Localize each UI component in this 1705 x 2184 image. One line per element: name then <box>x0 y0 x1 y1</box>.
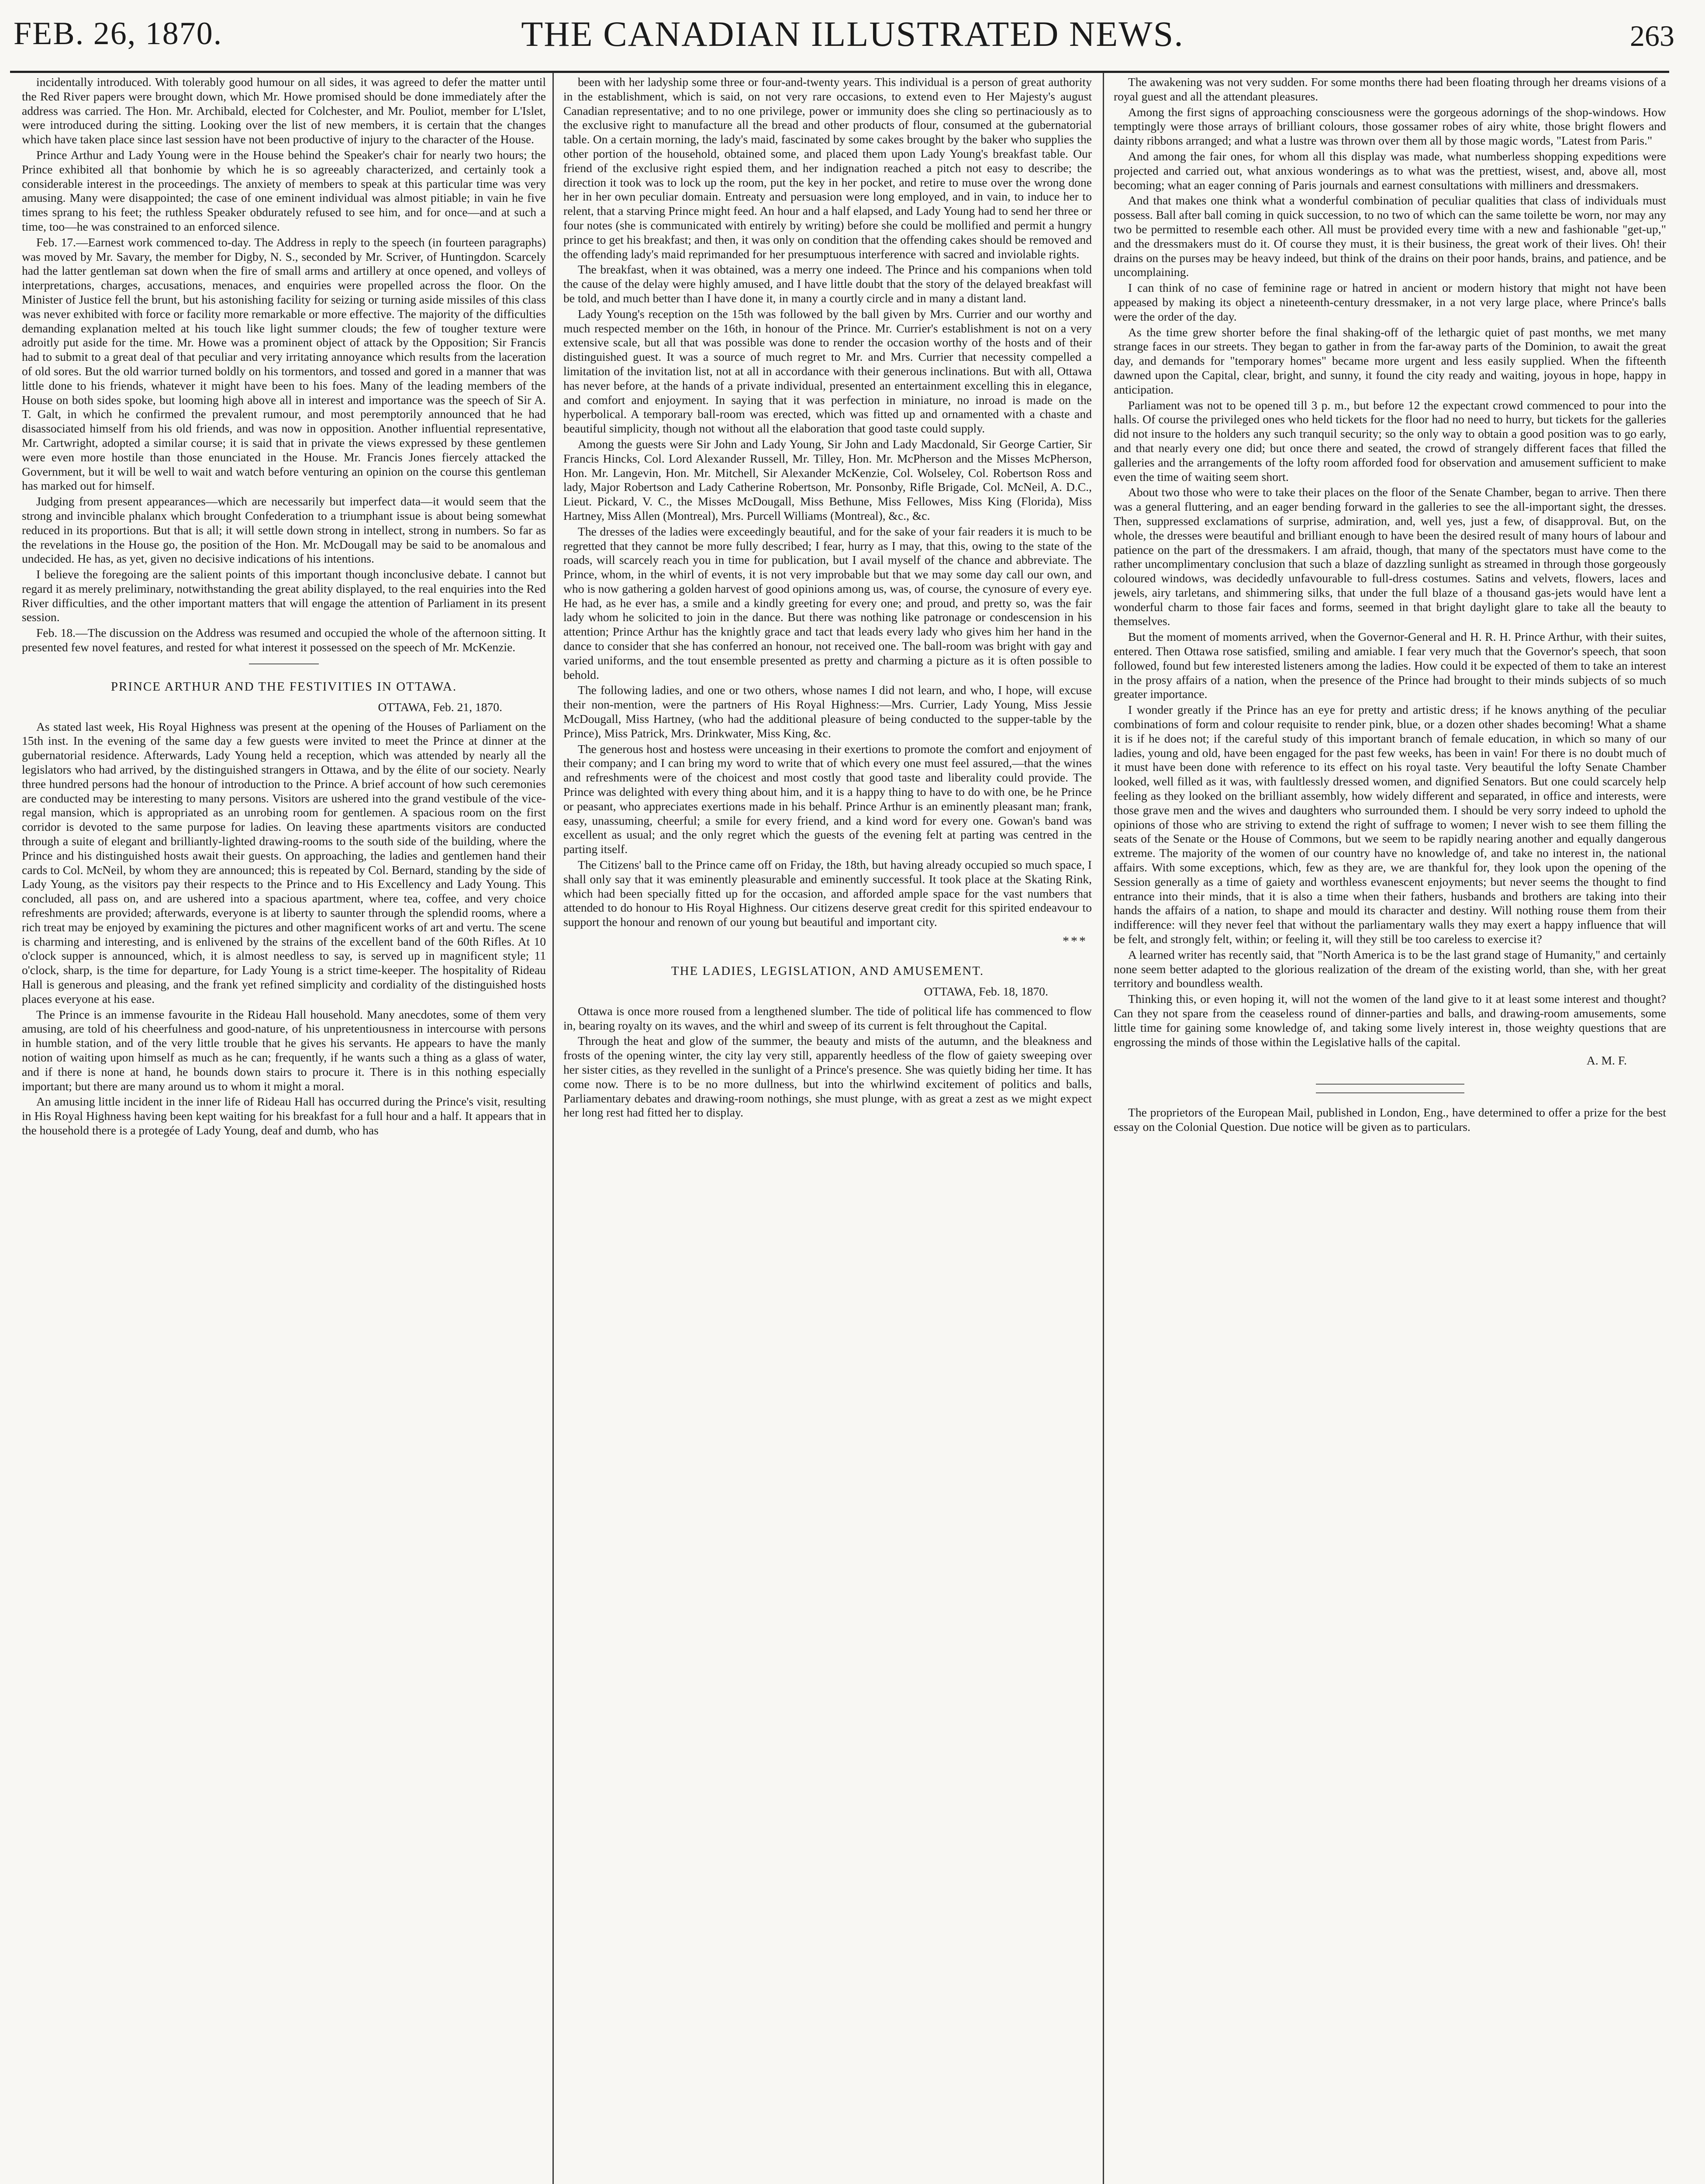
article-paragraph: A learned writer has recently said, that "North America is to be the last grand stage of Humanity," and certainly none seem better adapted to the glorious realization of the dream of the existing world, than she, with her great territory and boundless wealth. <box>1114 947 1666 990</box>
column-rule-left <box>552 73 554 2184</box>
article-paragraph: And that makes one think what a wonderful combination of peculiar qualities that class of individuals must possess. Ball after ball coming in quick succession, to no two of which can the same toilette be worn, nor may any two be permitted to resemble each other. All must be provided every time with a new and fashionable "get-up," and the dressmakers must do it. Of course they must, it is their business, the great work of their lives. Oh! their drains on the purses may be heavy indeed, but think of the drains on their poor hands, brains, and patience, and be uncomplaining. <box>1114 194 1666 279</box>
article-paragraph: About two those who were to take their places on the floor of the Senate Chamber, began to arrive. Then there was a general fluttering, and an eager bending forward in the galleries to see the all-important sight, the dresses. Then, suppressed exclamations of surprise, admiration, and, well yes, just a few, of disapproval. But, on the whole, the dresses were beautiful and brilliant enough to have been the desired result of many hours of labour and patience on the part of the dressmakers. I am afraid, though, that many of the spectators must have come to the rather uncomplimentary conclusion that such a blaze of dazzling sunlight as streamed in through those gorgeously coloured windows, was decidedly unfavourable to full-dress costumes. Satins and velvets, flowers, laces and jewels, airy tarletans, and shimmering silks, that under the full blaze of a thousand gas-jets would have lent a wonderful charm to those fair faces and forms, seemed in that bright daylight glare to take all the beauty to themselves. <box>1114 485 1666 628</box>
article-paragraph: Ottawa is once more roused from a lengthened slumber. The tide of political life has commenced to flow in, bearing royalty on its waves, and the whirl and sweep of its current is felt throughout the Capital. <box>563 1004 1092 1032</box>
article-paragraph: The awakening was not very sudden. For some months there had been floating through her dreams visions of a royal guest and all the attendant pleasures. <box>1114 75 1666 103</box>
header-rule <box>10 71 1669 73</box>
masthead-title: THE CANADIAN ILLUSTRATED NEWS. <box>521 14 1184 54</box>
article-paragraph: But the moment of moments arrived, when the Governor-General and H. R. H. Prince Arthur, with their suites, entered. Then Ottawa rose satisfied, smiling and amiable. I fear very much that the Governor's speech, that soon followed, found but few interested listeners among the ladies. How could it be expected of them to take an interest in the prosy affairs of a nation, when the presence of the Prince had brought to their minds subjects of so much greater importance. <box>1114 630 1666 701</box>
article-paragraph: The dresses of the ladies were exceedingly beautiful, and for the sake of your fair readers it is much to be regretted that they cannot be more fully described; I fear, hurry as I may, that this, owing to the state of the roads, will scarcely reach you in time for publication, but I avail myself of the chance and abbreviate. The Prince, whom, in the whirl of events, it is not very improbable but that we may some day call our own, and who is now gathering a golden harvest of good opinions among us, was, of course, the cynosure of every eye. He had, as he ever has, a smile and a kindly greeting for every one; and proud, and pretty so, was the fair lady whom he solicited to join in the dance. But there was nothing like patronage or condescension in his attention; Prince Arthur has the knightly grace and tact that leads every lady who gives him her hand in the dance to consider that she has conferred an honour, not received one. The ball-room was bright with gay and varied uniforms, and the tout ensemble presented as pretty and charming a picture as it is often possible to behold. <box>563 524 1092 681</box>
column-three <box>1114 75 1666 2184</box>
article-paragraph: I can think of no case of feminine rage or hatred in ancient or modern history that might not have been appeased by making its object a nineteenth-century dressmaker, in a not very large place, where Prince's balls were the order of the day. <box>1114 281 1666 323</box>
notice-divider <box>1316 1084 1464 1093</box>
column-rule-right <box>1103 73 1104 2184</box>
article-paragraph: Lady Young's reception on the 15th was followed by the ball given by Mrs. Currier and our worthy and much respected member on the 16th, in honour of the Prince. Mr. Currier's establishment is not on a very extensive scale, but all that was possible was done to render the occasion worthy of the hosts and of their distinguished guest. It was a source of much regret to Mr. and Mrs. Currier that necessity compelled a limitation of the invitation list, not at all in accordance with their generous inclinations. But with all, Ottawa has never before, at the hands of a private individual, presented an entertainment excelling this in elegance, and comfort and enjoyment. In saying that it was perfection in miniature, no inroad is made on the hyperbolical. A temporary ball-room was erected, which was fitted up and ornamented with a chaste and beautiful simplicity, though not without all the elaboration that good taste could supply. <box>563 307 1092 435</box>
article-paragraph: Judging from present appearances—which are necessarily but imperfect data—it would seem that the strong and invincible phalanx which brought Confederation to a triumphant issue is about being somewhat reduced in its proportions. But that is all; it will settle down strong in intellect, strong in numbers. So far as the revelations in the House go, the position of the Hon. Mr. McDougall may be said to be anomalous and undecided. He has, as yet, given no decisive indications of his intentions. <box>22 494 546 566</box>
section-heading: PRINCE ARTHUR AND THE FESTIVITIES IN OTTAWA. <box>110 679 457 694</box>
article-paragraph: Thinking this, or even hoping it, will not the women of the land give to it at least some interest and thought? Can they not spare from the ceaseless round of dinner-parties and balls, and drawing-room amusements, some little time for gaining some knowledge of, and taking some lively interest in, those weighty questions that are engrossing the minds of those within the Legislative halls of the capital. <box>1114 992 1666 1049</box>
article-paragraph: Prince Arthur and Lady Young were in the House behind the Speaker's chair for nearly two hours; the Prince exhibited all that bonhomie by which he is so agreeably characterized, and certainly took a considerable interest in the proceedings. The anxiety of members to speak at this particular time was very amusing. Many were disappointed; the case of one eminent individual was almost pitiable; in vain he five times sprang to his feet; the ruthless Speaker obdurately refused to see him, and for once—and at such a time, too—he was constrained to an enforced silence. <box>22 148 546 233</box>
section-separator: *** <box>1063 934 1087 949</box>
section-dateline: OTTAWA, Feb. 18, 1870. <box>924 985 1048 999</box>
prize-notice: The proprietors of the European Mail, published in London, Eng., have determined to offer a prize for the best essay on the Colonial Question. Due notice will be given as to particulars. <box>1114 1106 1666 1133</box>
column-two <box>563 75 1092 2184</box>
article-paragraph: incidentally introduced. With tolerably good humour on all sides, it was agreed to defer the matter until the Red River papers were brought down, which Mr. Howe promised should be done immediately after the address was carried. The Hon. Mr. Archibald, elected for Colchester, and Mr. Pouliot, member for L'Islet, were introduced during the sitting. Looking over the list of new members, it is certain that the changes which have taken place since last session have not been productive of injury to the character of the House. <box>22 75 546 146</box>
article-paragraph: Feb. 18.—The discussion on the Address was resumed and occupied the whole of the afternoon sitting. It presented few novel features, and rested for what interest it possessed on the speech of Mr. McKenzie. <box>22 626 546 654</box>
page-number: 263 <box>1630 19 1674 52</box>
section-heading: THE LADIES, LEGISLATION, AND AMUSEMENT. <box>671 964 984 978</box>
issue-date: FEB. 26, 1870. <box>14 16 223 52</box>
article-paragraph: As stated last week, His Royal Highness was present at the opening of the Houses of Parliament on the 15th inst. In the evening of the same day a few guests were invited to meet the Prince at dinner at the gubernatorial residence. Afterwards, Lady Young held a reception, which was attended by nearly all the legislators who had arrived, by the distinguished strangers in Ottawa, and by the élite of our society. Nearly three hundred persons had the honour of introduction to the Prince. A brief account of how such ceremonies are conducted may be interesting to many persons. Visitors are ushered into the grand vestibule of the vice-regal mansion, which is appropriated as an unrobing room for gentlemen. A spacious room on the first corridor is devoted to the same purpose for ladies. On leaving these apartments visitors are conducted through a suite of elegant and brilliantly-lighted drawing-rooms to the south side of the building, where the Prince and his distinguished hosts await their guests. On approaching, the ladies and gentlemen hand their cards to Col. McNeil, by whom they are announced; this is repeated by Col. Bernard, standing by the side of Lady Young, as the visitors pay their respects to the Prince and to His Excellency and Lady Young. This concluded, all pass on, and are ushered into a spacious apartment, where tea, coffee, and very choice refreshments are provided; afterwards, everyone is at liberty to saunter through the splendid rooms, where a rich treat may be enjoyed by examining the pictures and other magnificent works of art and vertu. The scene is charming and interesting, and is enlivened by the strains of the excellent band of the 60th Rifles. At 10 o'clock supper is announced, which, it is almost needless to say, is served up in magnificent style; 11 o'clock, sharp, is the time for departure, for Lady Young is a strict time-keeper. The hospitality of Rideau Hall is generous and pleasing, and the frank yet refined simplicity and cordiality of the distinguished hosts places everyone at his ease. <box>22 719 546 1006</box>
article-paragraph: I wonder greatly if the Prince has an eye for pretty and artistic dress; if he knows anything of the peculiar combinations of form and colour requisite to render pink, blue, or a dozen other shades becoming! What a shame it is if he does not; if the careful study of this important branch of female education, in which so many of our ladies, young and old, have been engaged for the past few weeks, has been in vain! For there is no doubt much of it must have been done with reference to its effect on his royal taste. Very beautiful the lofty Senate Chamber looked, well filled as it was, with faultlessly dressed women, and dignified Senators. But one could scarcely help feeling as they looked on the brilliant assembly, how widely different and separated, in office and interests, were those grave men and the wives and daughters who surrounded them. I should be very sorry indeed to uphold the opinions of those who are striving to extend the right of suffrage to women; I never wish to see them filling the seats of the Senate or the House of Commons, but we seem to be rapidly nearing another and equally dangerous extreme. The majority of the women of our country have no knowledge of, and take no interest in, the national affairs. With some exceptions, which, few as they are, we are thankful for, they look upon the opening of the Session generally as a time of gaiety and worthless evanescent enjoyments; but never seems the thought to find entrance into their minds, that it is also a time when their fathers, husbands and brothers are taking into their hands the affairs of a nation, to shape and mould its character and destiny. Will nothing rouse them from their indifference: will they never feel that without the parliamentary walls they may exert a happy influence that will be felt, and strongly felt, within; or feeling it, will they still be too careless to exercise it? <box>1114 703 1666 946</box>
article-paragraph: The Prince is an immense favourite in the Rideau Hall household. Many anecdotes, some of them very amusing, are told of his cheerfulness and good-nature, of his unpretentiousness in intercourse with persons in humble station, and of the very little trouble that he gives his servants. He appears to have the manly notion of waiting upon himself as much as he can; frequently, if he wants such a thing as a glass of water, and if there is none at hand, he bounds down stairs to procure it. There is in this nothing especially important; but there are many around us to whom it might a moral. <box>22 1007 546 1093</box>
article-paragraph: The generous host and hostess were unceasing in their exertions to promote the comfort and enjoyment of their company; and I can bring my word to write that of which every one must feel assured,—that the wines and refreshments were of the choicest and most costly that good taste and liberality could provide. The Prince was delighted with every thing about him, and it is a happy thing to have to do with one, be he Prince or peasant, who appreciates exertions made in his behalf. Prince Arthur is an eminently pleasant man; frank, easy, unassuming, cheerful; a smile for every friend, and a kind word for every one. Gowan's band was excellent as usual; and the only regret which the guests of the evening felt at parting was centred in the parting itself. <box>563 742 1092 856</box>
article-paragraph: The following ladies, and one or two others, whose names I did not learn, and who, I hope, will excuse their non-mention, were the partners of His Royal Highness:—Mrs. Currier, Lady Young, Miss Jessie McDougall, Miss Hartney, (who had the additional pleasure of being conducted to the supper-table by the Prince), Miss Patrick, Mrs. Drinkwater, Miss King, &c. <box>563 683 1092 740</box>
column-one <box>22 75 546 2184</box>
article-paragraph: Parliament was not to be opened till 3 p. m., but before 12 the expectant crowd commenced to pour into the halls. Of course the privileged ones who held tickets for the floor had no need to hurry, but tickets for the galleries did not insure to the holders any such tranquil security; so the only way to obtain a good position was to go early, and that nearly every one did; but once there and seated, the crowd of strangely different faces that filled the galleries and the arrangements of the lofty room afforded food for observation and amusement sufficient to make even the time of waiting seem short. <box>1114 398 1666 484</box>
article-paragraph: been with her ladyship some three or four-and-twenty years. This individual is a person of great authority in the establishment, which is said, on not very rare occasions, to extend even to Her Majesty's august Canadian representative; and to no one privilege, power or immunity does she cling so pertinaciously as to the exclusive right to manufacture all the bread and other products of flour, consumed at the gubernatorial table. On a certain morning, the lady's maid, fascinated by some cakes brought by the baker who supplies the other portion of the household, obtained some, and placed them upon Lady Young's breakfast table. Our friend of the exclusive right espied them, and her indignation reached a pitch not easy to describe; the direction it took was to lock up the room, put the key in her pocket, and retire to muse over the wrong done her in her own peculiar domain. Entreaty and persuasion were long employed, and in vain, to induce her to relent, that a starving Prince might feed. An hour and a half elapsed, and Lady Young had to send her three or four notes (she is communicated with entirely by writing) before she could be mollified and permit a hungry prince to get his breakfast; and then, it was only on condition that the offending cakes should be removed and the offending lady's maid reprimanded for her presumptuous interference with sacred and inviolable rights. <box>563 75 1092 261</box>
article-paragraph: Among the guests were Sir John and Lady Young, Sir John and Lady Macdonald, Sir George Cartier, Sir Francis Hincks, Col. Lord Alexander Russell, Mr. Tilley, Hon. Mr. McPherson and the Misses McPherson, Hon. Mr. Langevin, Hon. Mr. Mitchell, Sir Alexander McKenzie, Col. Wolseley, Col. Robertson Ross and lady, Major Robertson and Lady Catherine Robertson, Mr. Ponsonby, Rifle Brigade, Col. McNeil, A. D.C., Lieut. Pickard, V. C., the Misses McDougall, Miss Bethune, Miss Fellowes, Miss King (Florida), Miss Hartney, Miss Allen (Montreal), Mrs. Purcell Williams (Montreal), &c., &c. <box>563 437 1092 522</box>
article-paragraph: As the time grew shorter before the final shaking-off of the lethargic quiet of past months, we met many strange faces in our streets. They began to gather in from the far-away parts of the Dominion, to await the great day, and demands for "temporary homes" became more urgent and less easily supplied. When the fifteenth dawned upon the Capital, clear, bright, and sunny, it found the city ready and waiting, joyous in hope, happy in anticipation. <box>1114 325 1666 396</box>
section-dateline: OTTAWA, Feb. 21, 1870. <box>378 700 502 714</box>
article-paragraph: An amusing little incident in the inner life of Rideau Hall has occurred during the Prince's visit, resulting in His Royal Highness having been kept waiting for his breakfast for a full hour and a half. It appears that in the household there is a protegée of Lady Young, deaf and dumb, who has <box>22 1095 546 1137</box>
page-header <box>0 0 1705 74</box>
article-paragraph: The breakfast, when it was obtained, was a merry one indeed. The Prince and his companions when told the cause of the delay were highly amused, and I have little doubt that the story of the delayed breakfast will be told, and much better than I have done it, in many a courtly circle and in many a distant land. <box>563 263 1092 305</box>
article-paragraph: Feb. 17.—Earnest work commenced to-day. The Address in reply to the speech (in fourteen paragraphs) was moved by Mr. Savary, the member for Digby, N. S., seconded by Mr. Scriver, of Huntingdon. Scarcely had the latter gentleman sat down when the fire of small arms and artillery at once opened, and volleys of interpretations, charges, accusations, menaces, and enquiries were propelled across the floor. On the Minister of Justice fell the brunt, but his astonishing facility for seizing or turning aside missiles of this class was never exhibited with force or facility more remarkable or more effective. The majority of the difficulties demanding explanation melted at his touch like light summer clouds; the few of tougher texture were adroitly put aside for the time. Mr. Howe was a prominent object of attack by the Opposition; Sir Francis had to submit to a great deal of that peculiar and very irritating annoyance which results from the laceration of old sores. But the old warrior turned boldly on his tormentors, and tossed and gored in a manner that was little done to his friends, whatever it might have been to his foes. Many of the leading members of the House on both sides spoke, but looming high above all in interest and importance was the speech of Sir A. T. Galt, in which he confirmed the prevalent rumour, and most peremptorily announced that he had disassociated himself from his old friends, and was now in opposition. Another influential representative, Mr. Cartwright, adopted a similar course; it is said that in private the views expressed by these gentlemen were even more hostile than those enunciated in the House. Mr. Francis Jones fiercely attacked the Government, but it will be well to wait and watch before venturing an opinion on the course this gentleman has marked out for himself. <box>22 235 546 493</box>
article-paragraph: Among the first signs of approaching consciousness were the gorgeous adornings of the shop-windows. How temptingly were those arrays of brilliant colours, those gossamer robes of airy white, those bright flowers and dainty ribbons arranged; and what a lustre was thrown over them all by those magic words, "Latest from Paris." <box>1114 105 1666 148</box>
article-signature: A. M. F. <box>1586 1054 1627 1068</box>
article-paragraph: Through the heat and glow of the summer, the beauty and mists of the autumn, and the bleakness and frosts of the opening winter, the city lay very still, apparently heedless of the flow of gaiety sweeping over her sister cities, as they revelled in the sunlight of a Prince's presence. She was quietly biding her time. It has come now. There is to be no more dullness, but into the whirlwind excitement of politics and balls, Parliamentary debates and drawing-room nothings, she must plunge, with as great a zest as we might expect her long rest had fitted her to display. <box>563 1034 1092 1120</box>
article-paragraph: And among the fair ones, for whom all this display was made, what numberless shopping expeditions were projected and carried out, what anxious wonderings as to what was the prettiest, wisest, and, above all, most becoming; what an eager conning of Paris journals and earnest consultations with milliners and dressmakers. <box>1114 149 1666 192</box>
section-divider <box>249 663 319 664</box>
article-paragraph: I believe the foregoing are the salient points of this important though inconclusive debate. I cannot but regard it as merely preliminary, notwithstanding the great ability displayed, to the real enquiries into the Red River difficulties, and the other important matters that will engage the attention of Parliament in its present session. <box>22 567 546 624</box>
article-paragraph: The Citizens' ball to the Prince came off on Friday, the 18th, but having already occupied so much space, I shall only say that it was eminently pleasurable and eminently successful. It took place at the Skating Rink, which had been specially fitted up for the occasion, and afforded ample space for the vast numbers that attended to do honour to His Royal Highness. Our citizens deserve great credit for this spirited endeavour to support the honour and renown of our young but beautiful and important city. <box>563 858 1092 929</box>
